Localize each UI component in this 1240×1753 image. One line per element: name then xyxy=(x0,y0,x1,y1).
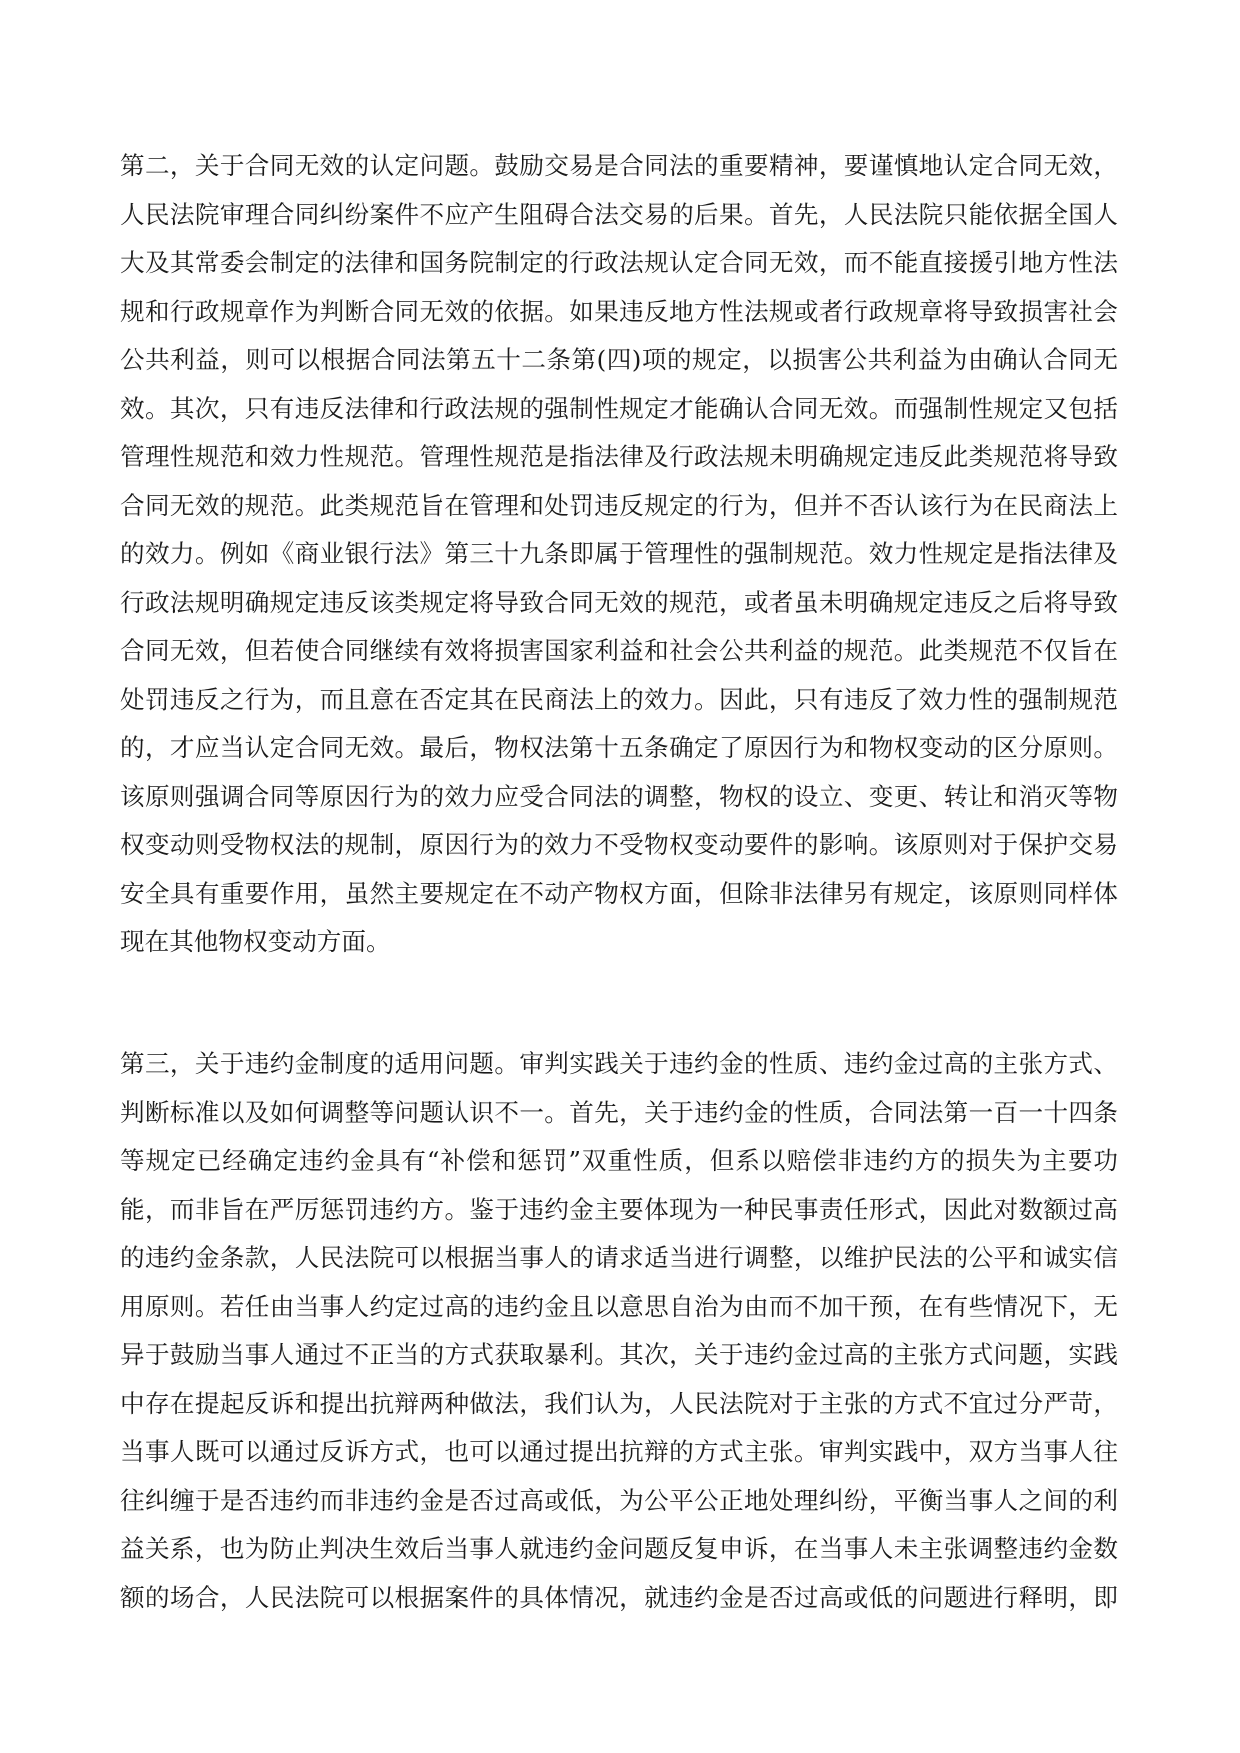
text-line: 处罚违反之行为，而且意在否定其在民商法上的效力。因此，只有违反了效力性的强制规范 xyxy=(120,684,1118,714)
text-line: 往纠缠于是否违约而非违约金是否过高或低，为公平公正地处理纠纷，平衡当事人之间的利 xyxy=(120,1485,1118,1515)
paragraph-contract-invalidity xyxy=(120,142,1118,967)
text-line: 安全具有重要作用，虽然主要规定在不动产物权方面，但除非法律另有规定，该原则同样体 xyxy=(120,878,1118,908)
text-line: 规和行政规章作为判断合同无效的依据。如果违反地方性法规或者行政规章将导致损害社会 xyxy=(120,296,1118,326)
text-line: 公共利益，则可以根据合同法第五十二条第(四)项的规定，以损害公共利益为由确认合同无 xyxy=(120,345,1118,374)
text-line: 的，才应当认定合同无效。最后，物权法第十五条确定了原因行为和物权变动的区分原则。 xyxy=(120,733,1118,762)
text-line: 现在其他物权变动方面。 xyxy=(120,927,391,956)
text-line: 行政法规明确规定违反该类规定将导致合同无效的规范，或者虽未明确规定违反之后将导致 xyxy=(120,587,1118,617)
text-line: 合同无效，但若使合同继续有效将损害国家利益和社会公共利益的规范。此类规范不仅旨在 xyxy=(120,636,1118,665)
text-line: 中存在提起反诉和提出抗辩两种做法，我们认为，人民法院对于主张的方式不宜过分严苛， xyxy=(120,1388,1118,1418)
text-line: 效。其次，只有违反法律和行政法规的强制性规定才能确认合同无效。而强制性规定又包括 xyxy=(120,393,1118,423)
text-line: 额的场合，人民法院可以根据案件的具体情况，就违约金是否过高或低的问题进行释明，即 xyxy=(120,1582,1118,1612)
text-line: 等规定已经确定违约金具有“补偿和惩罚”双重性质，但系以赔偿非违约方的损失为主要功 xyxy=(120,1146,1118,1175)
text-line: 管理性规范和效力性规范。管理性规范是指法律及行政法规未明确规定违反此类规范将导致 xyxy=(120,442,1118,471)
text-line: 用原则。若任由当事人约定过高的违约金且以意思自治为由而不加干预，在有些情况下，无 xyxy=(120,1291,1118,1321)
text-line: 第二，关于合同无效的认定问题。鼓励交易是合同法的重要精神，要谨慎地认定合同无效， xyxy=(120,151,1118,180)
text-line: 该原则强调合同等原因行为的效力应受合同法的调整，物权的设立、变更、转让和消灭等物 xyxy=(120,781,1118,811)
text-line: 合同无效的规范。此类规范旨在管理和处罚违反规定的行为，但并不否认该行为在民商法上 xyxy=(120,490,1118,520)
text-line: 异于鼓励当事人通过不正当的方式获取暴利。其次，关于违约金过高的主张方式问题，实践 xyxy=(120,1340,1118,1369)
text-line: 能，而非旨在严厉惩罚违约方。鉴于违约金主要体现为一种民事责任形式，因此对数额过高 xyxy=(120,1194,1118,1224)
text-line: 第三，关于违约金制度的适用问题。审判实践关于违约金的性质、违约金过高的主张方式、 xyxy=(120,1049,1118,1078)
text-line: 权变动则受物权法的规制，原因行为的效力不受物权变动要件的影响。该原则对于保护交易 xyxy=(120,830,1118,859)
text-line: 大及其常委会制定的法律和国务院制定的行政法规认定合同无效，而不能直接援引地方性法 xyxy=(120,248,1118,277)
text-line: 的违约金条款，人民法院可以根据当事人的请求适当进行调整，以维护民法的公平和诚实信 xyxy=(120,1243,1118,1272)
text-line: 益关系，也为防止判决生效后当事人就违约金问题反复申诉，在当事人未主张调整违约金数 xyxy=(120,1534,1118,1563)
text-line: 判断标准以及如何调整等问题认识不一。首先，关于违约金的性质，合同法第一百一十四条 xyxy=(120,1097,1118,1127)
text-line: 当事人既可以通过反诉方式，也可以通过提出抗辩的方式主张。审判实践中，双方当事人往 xyxy=(120,1437,1118,1466)
paragraph-liquidated-damages xyxy=(120,1040,1118,1622)
text-line: 人民法院审理合同纠纷案件不应产生阻碍合法交易的后果。首先，人民法院只能依据全国人 xyxy=(120,199,1118,229)
text-line: 的效力。例如《商业银行法》第三十九条即属于管理性的强制规范。效力性规定是指法律及 xyxy=(120,539,1118,568)
